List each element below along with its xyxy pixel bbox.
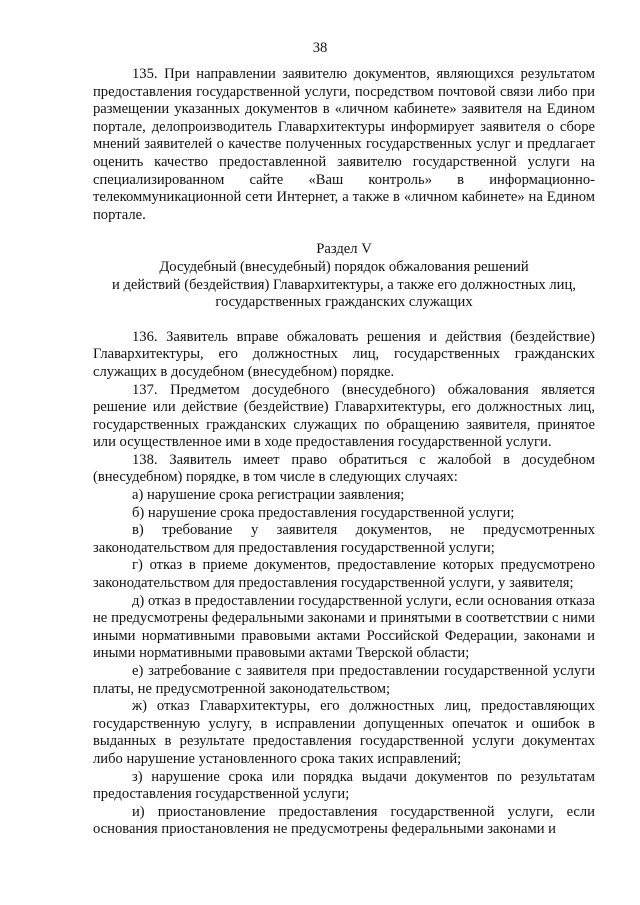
list-item-b: б) нарушение срока предоставления государственной услуги; bbox=[132, 504, 515, 521]
document-body bbox=[93, 66, 595, 839]
spacer bbox=[93, 312, 595, 329]
list-item-z: з) нарушение срока или порядка выдачи документов по результатам предоставления государственной услуги; bbox=[93, 768, 595, 803]
paragraph-135: 135. При направлении заявителю документов, являющихся результатом предоставления государственной услуги, посредством почтовой связи либо при размещении указанных документов в «личном кабинете» заявителя на Едином портале, делопроизводитель Главархитектуры информирует заявителя о сборе мнений заявителей о качестве полученных государственных услуг и предлагает оценить качество предоставленной заявителю государственной услуги на специализированном сайте «Ваш контроль» в информационно-телекоммуникационной сети Интернет, а также в «личном кабинете» на Едином портале. bbox=[93, 66, 595, 223]
paragraph-136: 136. Заявитель вправе обжаловать решения и действия (бездействие) Главархитектуры, его должностных лиц, государственных гражданских служащих в досудебном (внесудебном) порядке. bbox=[93, 328, 595, 380]
section-title-line-1: Досудебный (внесудебный) порядок обжалования решений bbox=[159, 258, 529, 275]
list-item-e: е) затребование с заявителя при предоставлении государственной услуги платы, не предусмотренной законодательством; bbox=[93, 663, 595, 697]
list-item-zh: ж) отказ Главархитектуры, его должностных лиц, предоставляющих государственную услугу, в исправлении допущенных опечаток и ошибок в выданных в результате предоставления государственной услуги документах либо нарушение установленного срока таких исправлений; bbox=[93, 698, 595, 767]
paragraph-137: 137. Предметом досудебного (внесудебного) обжалования является решение или действие (бездействие) Главархитектуры, его должностных лиц, государственных гражданских служащих по обращению заявителя, принятое или осуществленное ими в ходе предоставления государственной услуги. bbox=[93, 381, 595, 451]
paragraph-138: 138. Заявитель имеет право обратиться с жалобой в досудебном (внесудебном) порядке, в том числе в следующих случаях: bbox=[93, 451, 595, 486]
list-item-d: д) отказ в предоставлении государственной услуги, если основания отказа не предусмотрены федеральными законами и принятыми в соответствии с ними иными нормативными правовыми актами Российской Федерации, законами и иными нормативными правовыми актами Тверской области; bbox=[93, 592, 595, 662]
spacer bbox=[93, 224, 595, 241]
section-label: Раздел V bbox=[316, 241, 372, 258]
section-title-line-2: и действий (бездействия) Главархитектуры, а также его должностных лиц, bbox=[112, 276, 576, 293]
page-number: 38 bbox=[312, 40, 328, 56]
list-item-v: в) требование у заявителя документов, не предусмотренных законодательством для предоставления государственной услуги; bbox=[93, 522, 595, 556]
section-title-line-3: государственных гражданских служащих bbox=[215, 294, 473, 311]
list-item-i: и) приостановление предоставления государственной услуги, если основания приостановления не предусмотрены федеральными законами и bbox=[93, 803, 595, 838]
list-item-g: г) отказ в приеме документов, предоставление которых предусмотрено законодательством для предоставления государственной услуги, у заявителя; bbox=[93, 557, 595, 592]
list-item-a: а) нарушение срока регистрации заявления; bbox=[132, 487, 405, 504]
